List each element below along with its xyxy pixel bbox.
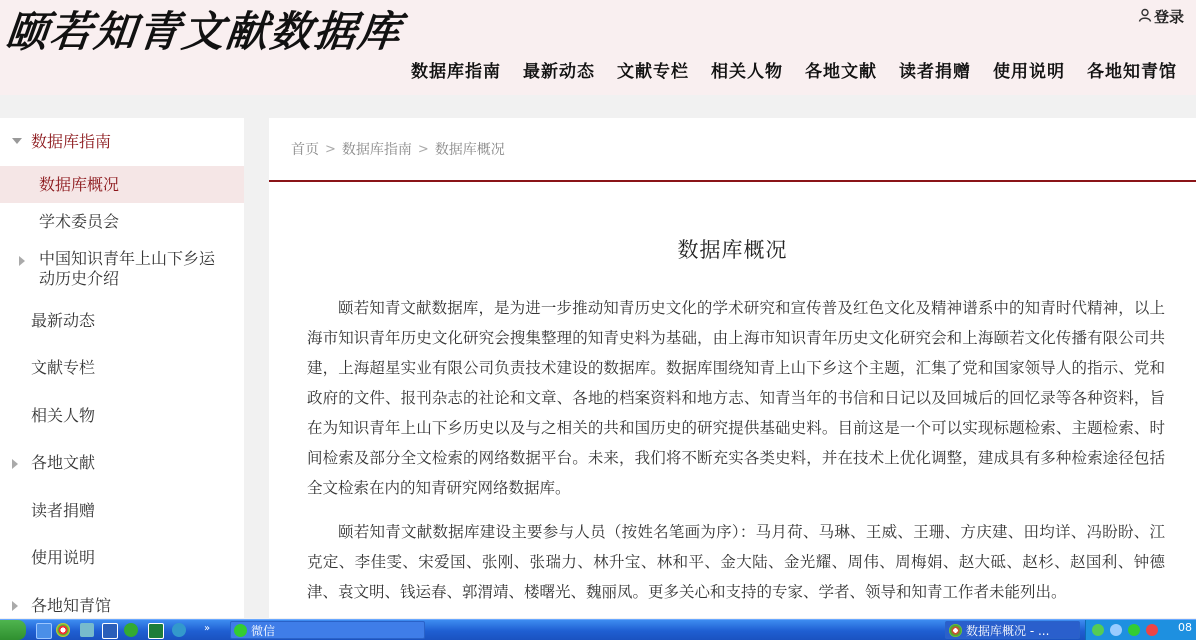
nav-halls[interactable]: 各地知青馆 xyxy=(1087,62,1177,82)
sidebar-subitem-label: 中国知识青年上山下乡运动历史介绍 xyxy=(39,248,216,288)
more-icon[interactable]: » xyxy=(204,623,211,634)
sidebar-item-label: 各地知青馆 xyxy=(31,595,112,615)
word-icon[interactable] xyxy=(102,623,118,639)
sidebar-item-donation[interactable] xyxy=(0,487,244,535)
nav-news[interactable]: 最新动态 xyxy=(523,62,595,82)
folder-icon[interactable] xyxy=(80,623,94,637)
taskbar-task-label: 微信 xyxy=(251,624,276,638)
site-header xyxy=(0,0,1196,95)
chevron-right-icon: > xyxy=(325,141,336,157)
wechat-icon[interactable] xyxy=(124,623,138,637)
sidebar-item-news[interactable] xyxy=(0,297,244,345)
nav-guide[interactable]: 数据库指南 xyxy=(411,62,501,82)
sidebar-subitem-overview[interactable] xyxy=(0,166,244,203)
sidebar xyxy=(0,118,244,618)
taskbar-task-wechat[interactable] xyxy=(230,621,425,639)
chrome-icon xyxy=(949,624,962,637)
sidebar-subitem-history[interactable] xyxy=(0,240,244,297)
sidebar-item-help[interactable] xyxy=(0,534,244,582)
user-icon xyxy=(1138,8,1152,26)
wechat-icon xyxy=(234,624,247,637)
start-button[interactable] xyxy=(0,620,26,640)
battery-icon[interactable] xyxy=(1092,624,1104,636)
page-title: 数据库概况 xyxy=(677,238,788,262)
breadcrumb xyxy=(291,139,505,159)
sidebar-item-people[interactable] xyxy=(0,392,244,440)
nav-columns[interactable]: 文献专栏 xyxy=(617,62,689,82)
clock[interactable]: 08 xyxy=(1178,621,1192,634)
breadcrumb-guide[interactable]: 数据库指南 xyxy=(341,142,412,158)
site-logo[interactable]: 颐若知青文献数据库 xyxy=(3,7,405,56)
nav-people[interactable]: 相关人物 xyxy=(711,62,783,82)
browser-icon[interactable] xyxy=(172,623,186,637)
sidebar-subitem-committee[interactable] xyxy=(0,203,244,240)
sidebar-item-label: 各地文献 xyxy=(31,453,96,472)
breadcrumb-current: 数据库概况 xyxy=(434,142,505,158)
excel-icon[interactable] xyxy=(148,623,164,639)
breadcrumb-home[interactable]: 首页 xyxy=(291,142,319,158)
main-nav xyxy=(400,60,1188,84)
main-content xyxy=(269,118,1196,618)
nav-help[interactable]: 使用说明 xyxy=(993,62,1065,82)
sidebar-item-label: 使用说明 xyxy=(31,548,96,567)
taskbar xyxy=(0,619,1196,640)
taskbar-task-browser[interactable] xyxy=(945,621,1080,639)
sidebar-item-regional[interactable] xyxy=(0,439,244,487)
security-icon[interactable] xyxy=(1128,624,1140,636)
network-icon[interactable] xyxy=(1110,624,1122,636)
caret-down-icon xyxy=(12,138,22,144)
ie-icon[interactable] xyxy=(36,623,52,639)
sidebar-item-label: 数据库指南 xyxy=(31,132,112,151)
article-paragraph-2: 颐若知青文献数据库建设主要参与人员（按姓名笔画为序）：马月荷、马琳、王威、王珊、方庆建、田均详、冯盼盼、江克定、李佳雯、宋爱国、张刚、张瑞力、林升宝、林和平、金大陆、金光耀、周伟、周梅娟、赵大砥、赵杉、赵国利、钟德津、袁文明、钱运春、郭渭靖、楼曙光、魏丽凤。更多关心和支持的专家、学者、领导和知青工作者未能列出。 xyxy=(307,523,1165,601)
login-label: 登录 xyxy=(1153,8,1184,26)
taskbar-task-label: 数据库概况 - ... xyxy=(966,624,1050,638)
sidebar-item-label: 读者捐赠 xyxy=(31,500,96,520)
sidebar-item-guide[interactable] xyxy=(0,118,244,166)
caret-right-icon xyxy=(19,256,25,266)
caret-right-icon xyxy=(12,601,18,611)
sidebar-item-label: 文献专栏 xyxy=(31,358,96,377)
sidebar-item-halls[interactable] xyxy=(0,582,244,619)
chrome-icon[interactable] xyxy=(56,623,70,637)
chevron-right-icon: > xyxy=(417,141,429,157)
sidebar-item-label: 相关人物 xyxy=(31,405,96,425)
sidebar-subitem-label: 学术委员会 xyxy=(39,211,120,231)
sidebar-item-columns[interactable] xyxy=(0,344,244,392)
nav-donation[interactable]: 读者捐赠 xyxy=(899,62,971,82)
sidebar-subitem-label: 数据库概况 xyxy=(39,174,120,194)
nav-regional[interactable]: 各地文献 xyxy=(805,62,877,82)
title-divider xyxy=(269,180,1196,182)
caret-right-icon xyxy=(12,459,18,469)
system-tray xyxy=(1085,620,1196,640)
antivirus-icon[interactable] xyxy=(1146,624,1158,636)
sidebar-item-label: 最新动态 xyxy=(31,310,96,330)
article-paragraph-1: 颐若知青文献数据库，是为进一步推动知青历史文化的学术研究和宣传普及红色文化及精神谱系中的知青时代精神，以上海市知识青年历史文化研究会搜集整理的知青史料为基础，由上海市知识青年历史文化研究会和上海颐若文化传播有限公司共建，上海超星实业有限公司负责技术建设的数据库。数据库围绕知青上山下乡这个主题，汇集了党和国家领导人的指示、党和政府的文件、报刊杂志的社论和文章、各地的档案资料和地方志、知青当年的书信和日记以及回城后的回忆录等各种资料，旨在为知识青年上山下乡历史以及与之相关的共和国历史的研究提供基础史料。目前这是一个可以实现标题检索、主题检索、时间检索及部分全文检索的网络数据平台。未来，我们将不断充实各类史料，并在技术上优化调整，建成具有多种检索途径包括全文检索在内的知青研究网络数据库。 xyxy=(307,299,1165,497)
login-link[interactable] xyxy=(1138,6,1184,27)
